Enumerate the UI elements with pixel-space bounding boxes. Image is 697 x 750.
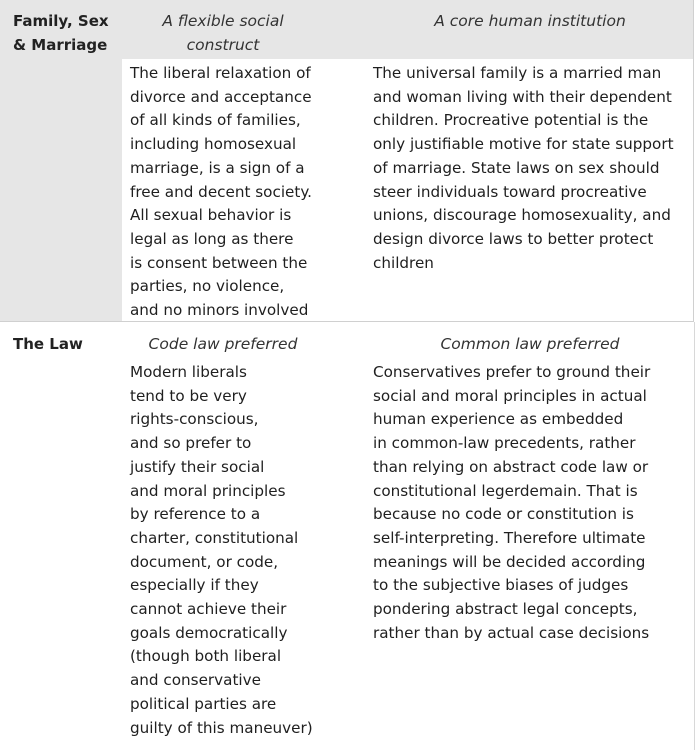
conservative-text: The universal family is a married man and woman living with their dependent children. Procreative potential is the only justifiable motive for state support of marriage. State laws on sex should steer individuals toward procreative unions, discourage homosexuality, and design divorce laws to better protect children bbox=[373, 64, 674, 272]
section-label-column bbox=[0, 59, 122, 321]
section-label: The Law bbox=[13, 335, 83, 353]
liberal-text: Modern liberals tend to be very rights-conscious, and so prefer to justify their social and moral principles by reference to a charter, constitutional document, or code, especially if they cannot achieve their goals democratically (though both liberal and conservative political parties are guilty of this maneuver) bbox=[130, 363, 313, 737]
section-the-law bbox=[0, 322, 695, 750]
conservative-heading: A core human institution bbox=[434, 12, 626, 30]
section-label: Family, Sex & Marriage bbox=[13, 12, 109, 54]
liberal-text: The liberal relaxation of divorce and acceptance of all kinds of families, including homosexual marriage, is a sign of a free and decent society. All sexual behavior is legal as long as there is consent between the parties, no violence, and no minors involved bbox=[130, 64, 312, 320]
section-family-sex-marriage bbox=[0, 0, 694, 322]
conservative-heading: Common law preferred bbox=[440, 335, 620, 353]
conservative-text: Conservatives prefer to ground their social and moral principles in actual human experience as embedded in common-law precedents, rather than relying on abstract code law or constitutional legerdemain. That is because no code or constitution is self-interpreting. Therefore ultimate meanings will be decided according to the subjective biases of judges pondering abstract legal concepts, rather than by actual case decisions bbox=[373, 363, 651, 642]
liberal-heading: A flexible social construct bbox=[162, 12, 284, 54]
liberal-heading: Code law preferred bbox=[148, 335, 298, 353]
